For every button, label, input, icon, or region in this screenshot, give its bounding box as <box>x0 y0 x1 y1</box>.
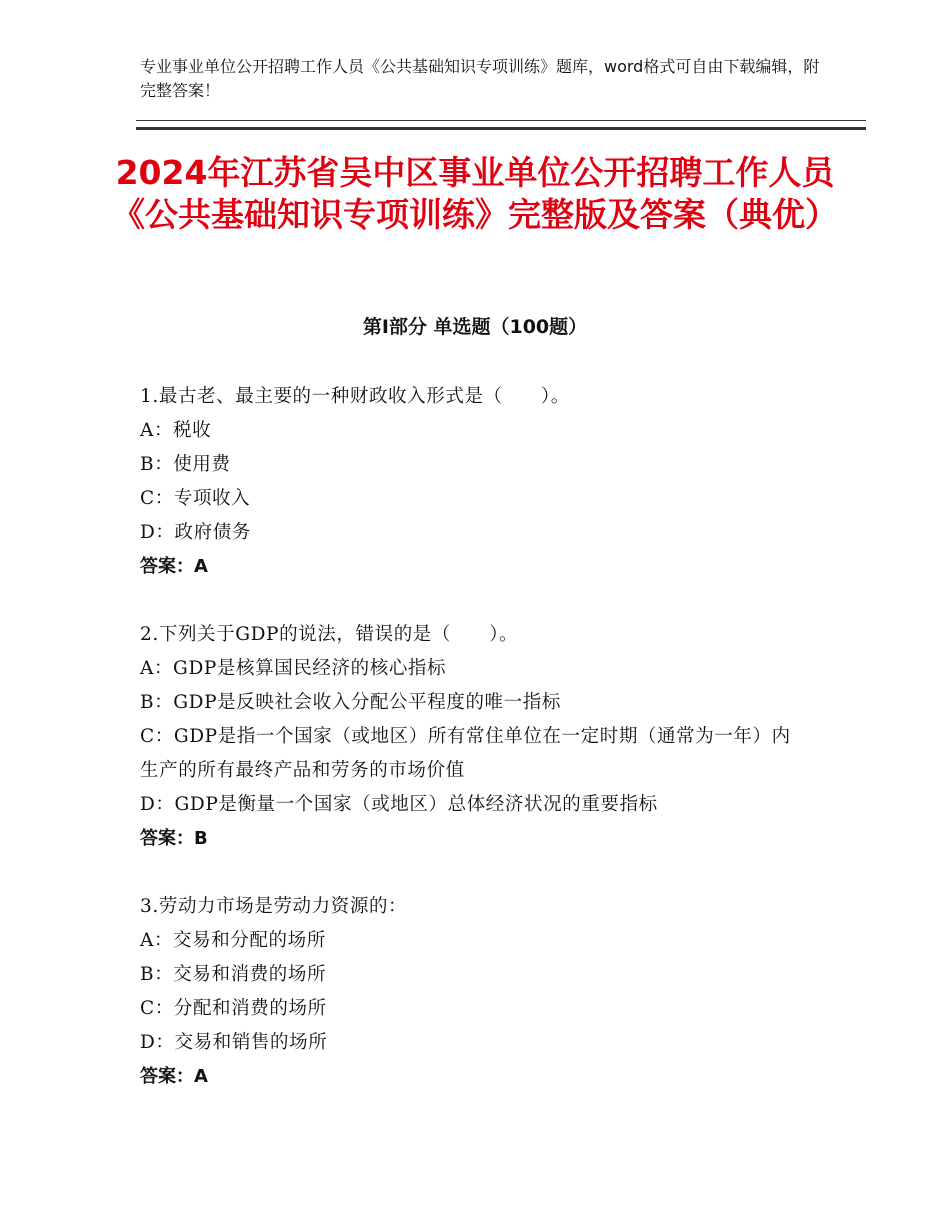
option-d: D：GDP是衡量一个国家（或地区）总体经济状况的重要指标 <box>140 794 658 815</box>
section-heading: 第Ⅰ部分 单选题（100题） <box>362 316 588 338</box>
document-title: 2024年江苏省吴中区事业单位公开招聘工作人员《公共基础知识专项训练》完整版及答案（典优） <box>112 153 838 234</box>
question-2 <box>140 618 805 856</box>
header-divider <box>136 120 866 130</box>
option-c: C：GDP是指一个国家（或地区）所有常住单位在一定时期（通常为一年）内生产的所有最终产品和劳务的市场价值 <box>140 726 791 781</box>
option-d: D：政府债务 <box>140 522 251 543</box>
running-header: 专业事业单位公开招聘工作人员《公共基础知识专项训练》题库，word格式可自由下载编辑，附完整答案！ <box>140 57 820 100</box>
question-stem: 3.劳动力市场是劳动力资源的： <box>140 896 408 917</box>
option-b: B：GDP是反映社会收入分配公平程度的唯一指标 <box>140 692 561 713</box>
option-b: B：使用费 <box>140 454 231 475</box>
question-1 <box>140 380 805 584</box>
question-stem: 2.下列关于GDP的说法，错误的是（ ）。 <box>140 624 519 645</box>
question-3 <box>140 890 805 1094</box>
question-list <box>140 380 805 1128</box>
option-c: C：专项收入 <box>140 488 251 509</box>
answer: 答案：A <box>140 556 208 577</box>
answer: 答案：A <box>140 1066 208 1087</box>
option-c: C：分配和消费的场所 <box>140 998 327 1019</box>
option-a: A：税收 <box>140 420 212 441</box>
option-d: D：交易和销售的场所 <box>140 1032 328 1053</box>
question-stem: 1.最古老、最主要的一种财政收入形式是（ ）。 <box>140 386 570 407</box>
option-a: A：交易和分配的场所 <box>140 930 326 951</box>
answer: 答案：B <box>140 828 208 849</box>
option-b: B：交易和消费的场所 <box>140 964 327 985</box>
option-a: A：GDP是核算国民经济的核心指标 <box>140 658 447 679</box>
